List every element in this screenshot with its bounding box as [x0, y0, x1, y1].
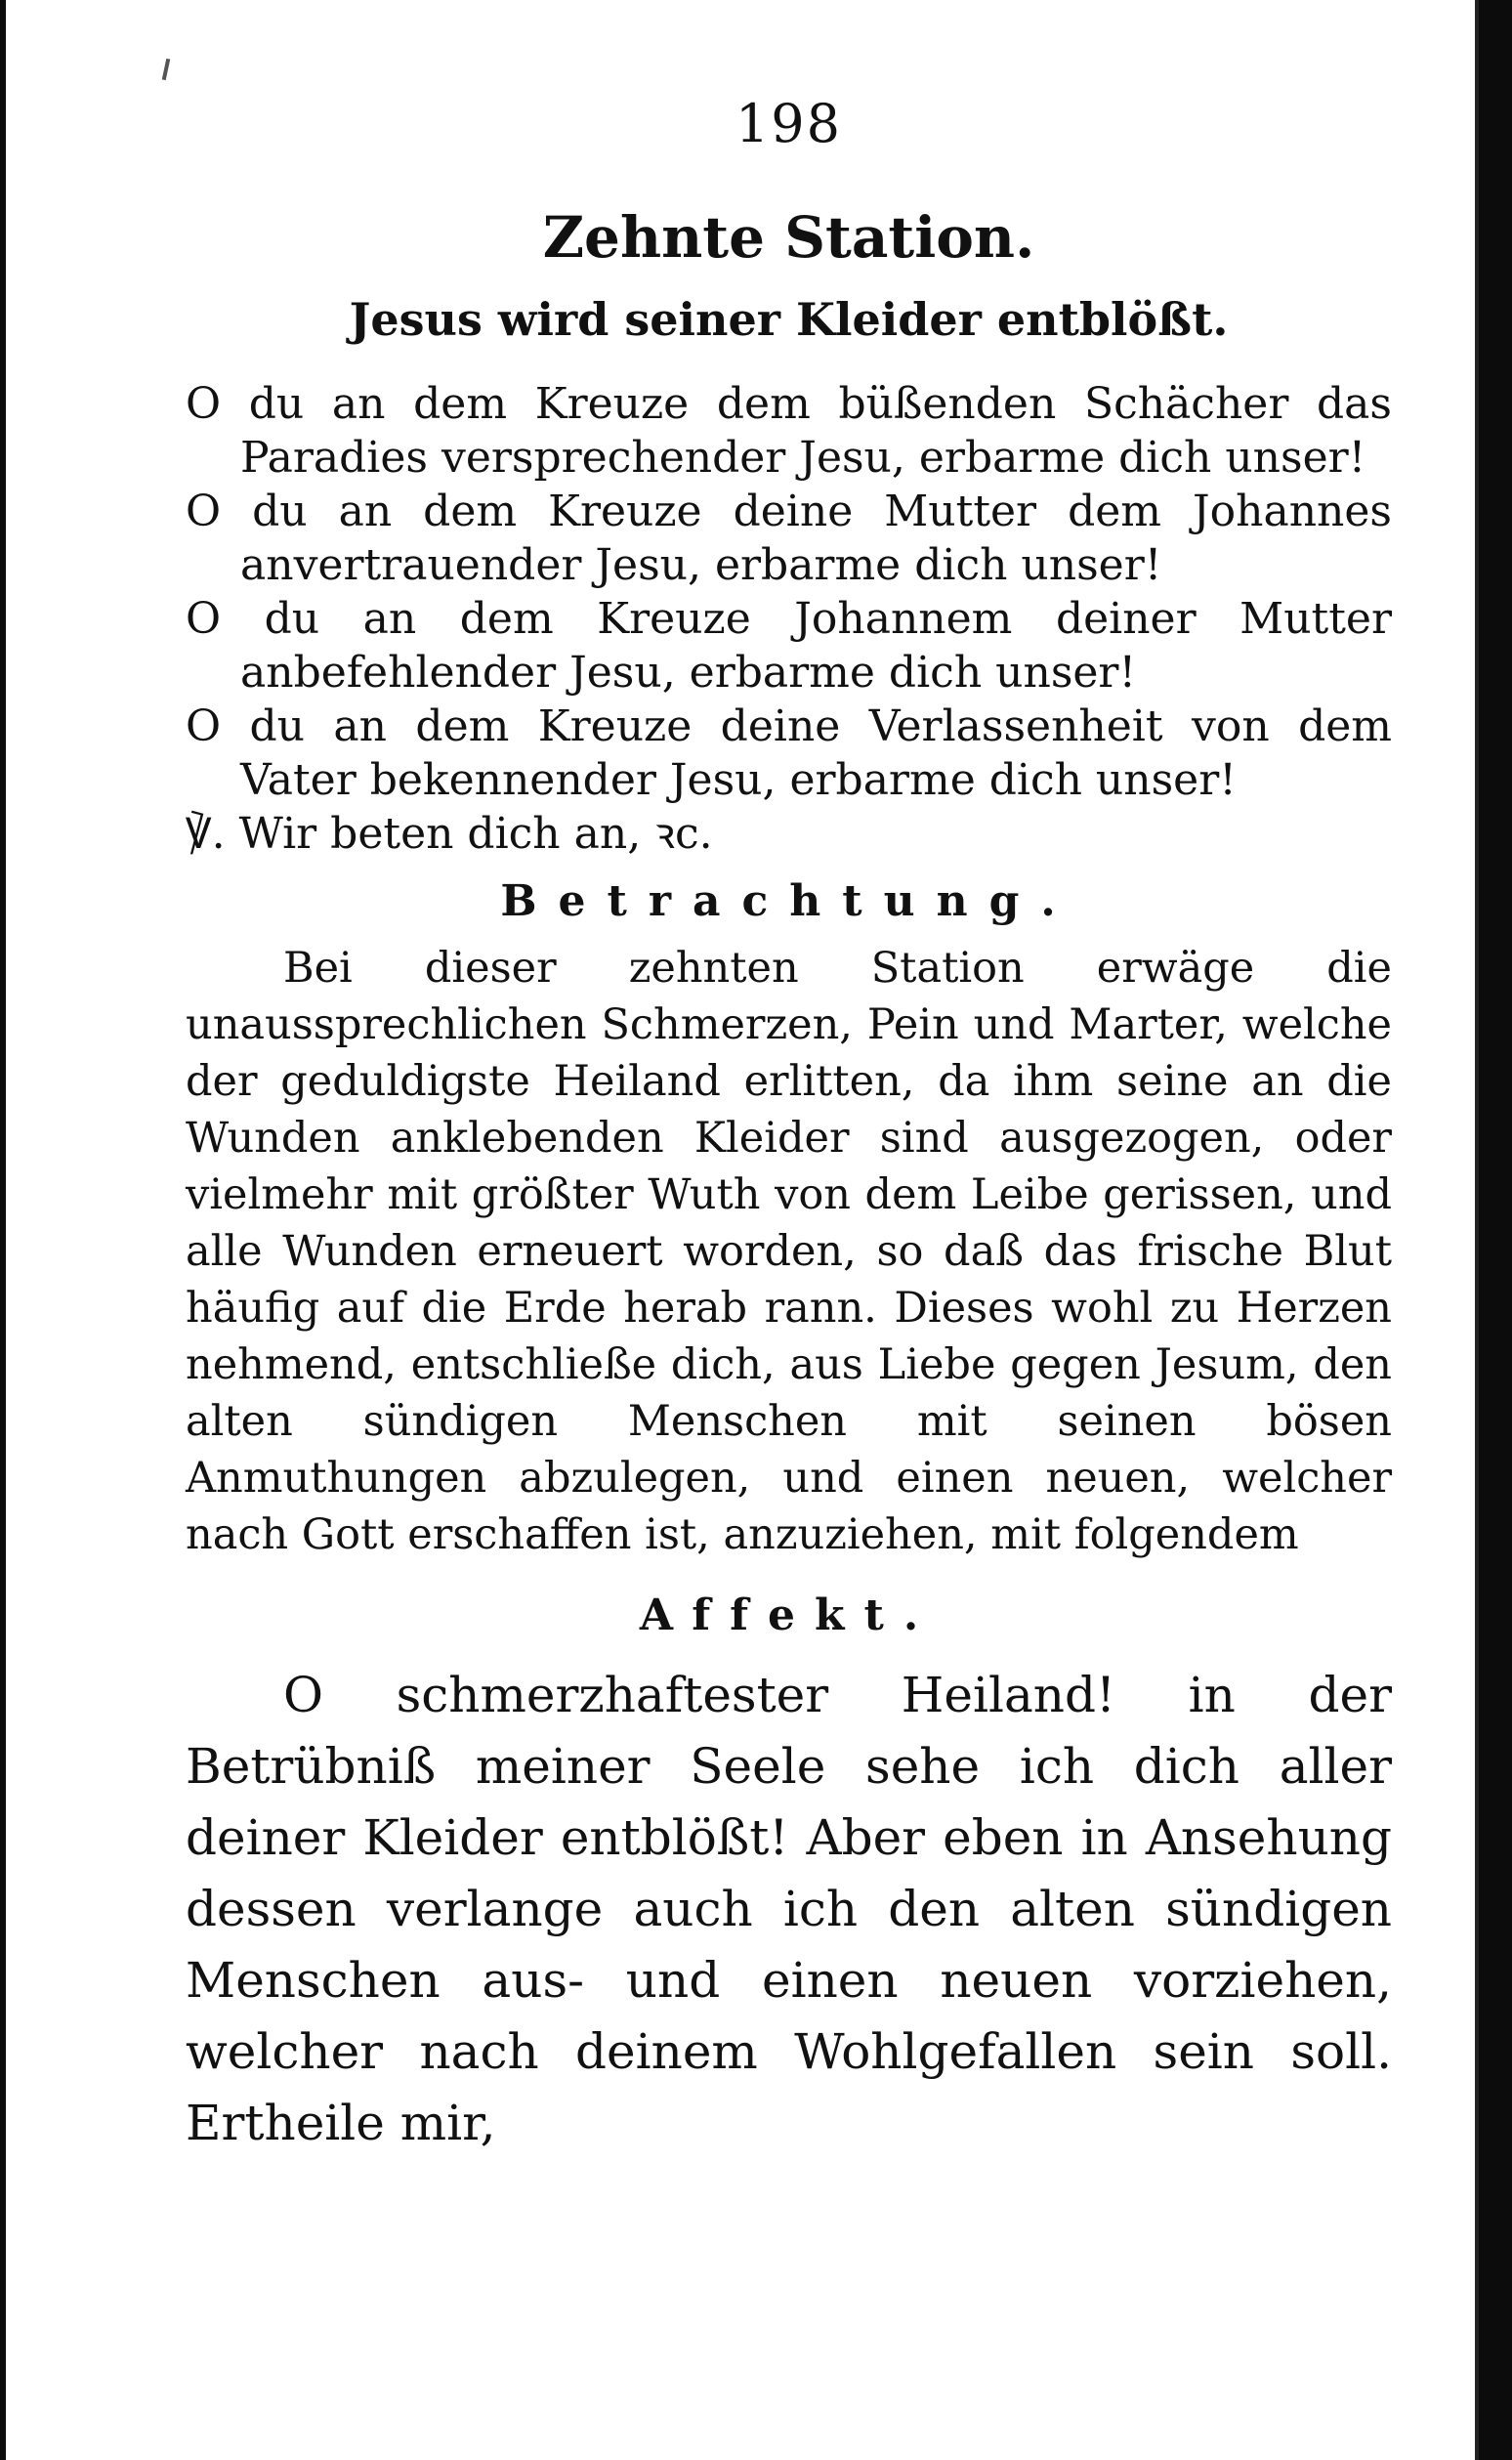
affect-heading: Affekt. — [639, 1591, 939, 1641]
stray-ink-mark — [162, 59, 170, 80]
invocation-2: O du an dem Kreuze deine Mutter dem Johannes anvertrauender Jesu, erbarme dich unser! — [186, 487, 1392, 591]
station-title: Zehnte Station. — [542, 204, 1035, 271]
invocation-list — [186, 377, 1392, 807]
invocation-1: O du an dem Kreuze dem büßenden Schächer das Paradies versprechender Jesu, erbarme dich unser! — [186, 379, 1392, 484]
scan-border-right — [1479, 0, 1512, 2460]
invocation-4: O du an dem Kreuze deine Verlassenheit von dem Vater bekennender Jesu, erbarme dich unser! — [186, 701, 1392, 806]
invocation-3: O du an dem Kreuze Johannem deiner Mutter anbefehlender Jesu, erbarme dich unser! — [186, 594, 1392, 699]
page-number: 198 — [735, 93, 843, 154]
page-body — [186, 93, 1392, 2159]
versicle: ℣. Wir beten dich an, ꝛc. — [186, 809, 713, 860]
station-subtitle: Jesus wird seiner Kleider entblößt. — [349, 292, 1229, 346]
scan-border-left — [0, 0, 6, 2460]
meditation-text: Bei dieser zehnten Station erwäge die unaussprechlichen Schmerzen, Pein und Marter, welche der geduldigste Heiland erlitten, da ihm seine an die Wunden anklebenden Kleider sind ausgezogen, oder vielmehr mit größter Wuth von dem Leibe gerissen, und alle Wunden erneuert worden, so daß das frische Blut häufig auf die Erde herab rann. Dieses wohl zu Herzen nehmend, entschließe dich, aus Liebe gegen Jesum, den alten sündigen Menschen mit seinen bösen Anmuthungen abzulegen, und einen neuen, welcher nach Gott erschaffen ist, anzuziehen, mit folgendem — [186, 944, 1392, 1560]
meditation-heading: Betrachtung. — [500, 876, 1077, 927]
affect-text: O schmerzhaftester Heiland! in der Betrübniß meiner Seele sehe ich dich aller deiner Kleider entblößt! Aber eben in Ansehung dessen verlange auch ich den alten sündigen Menschen aus- und einen neuen vorziehen, welcher nach deinem Wohlgefallen sein soll. Ertheile mir, — [186, 1666, 1392, 2151]
